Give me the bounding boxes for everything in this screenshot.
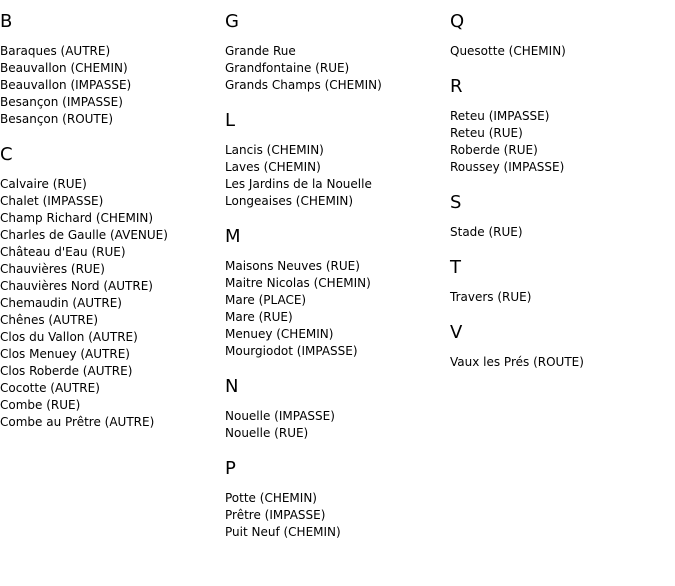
letter-heading: L — [225, 110, 236, 131]
street-link[interactable]: Stade (RUE) — [450, 225, 523, 239]
street-link[interactable]: Chênes (AUTRE) — [0, 313, 99, 327]
street-list — [450, 108, 672, 176]
street-list — [450, 224, 672, 241]
letter-group-c — [0, 143, 222, 431]
street-link[interactable]: Les Jardins de la Nouelle — [225, 177, 372, 191]
street-link[interactable]: Clos Menuey (AUTRE) — [0, 347, 130, 361]
letter-heading: G — [225, 11, 239, 32]
street-link[interactable]: Menuey (CHEMIN) — [225, 327, 334, 341]
street-link[interactable]: Château d'Eau (RUE) — [0, 245, 126, 259]
street-list — [225, 142, 447, 210]
street-link[interactable]: Beauvallon (IMPASSE) — [0, 78, 132, 92]
street-link[interactable]: Quesotte (CHEMIN) — [450, 44, 566, 58]
street-list — [450, 43, 672, 60]
street-link[interactable]: Potte (CHEMIN) — [225, 491, 317, 505]
letter-heading: B — [0, 11, 13, 32]
letter-group-m — [225, 225, 447, 360]
street-link[interactable]: Calvaire (RUE) — [0, 177, 87, 191]
letter-heading: N — [225, 376, 239, 397]
letter-heading: M — [225, 226, 241, 247]
street-link[interactable]: Grands Champs (CHEMIN) — [225, 78, 382, 92]
street-list — [450, 289, 672, 306]
letter-group-l — [225, 109, 447, 210]
street-link[interactable]: Besançon (ROUTE) — [0, 112, 114, 126]
street-index-column — [0, 10, 222, 431]
street-link[interactable]: Combe au Prêtre (AUTRE) — [0, 415, 155, 429]
street-link[interactable]: Nouelle (RUE) — [225, 426, 309, 440]
letter-group-n — [225, 375, 447, 442]
letter-group-v — [450, 321, 672, 371]
street-link[interactable]: Reteu (IMPASSE) — [450, 109, 550, 123]
street-link[interactable]: Grande Rue — [225, 44, 296, 58]
street-list — [0, 176, 222, 431]
street-link[interactable]: Laves (CHEMIN) — [225, 160, 321, 174]
street-list — [0, 43, 222, 128]
street-list — [225, 490, 447, 541]
letter-group-r — [450, 75, 672, 176]
street-link[interactable]: Nouelle (IMPASSE) — [225, 409, 335, 423]
street-link[interactable]: Lancis (CHEMIN) — [225, 143, 324, 157]
street-link[interactable]: Clos Roberde (AUTRE) — [0, 364, 133, 378]
street-link[interactable]: Travers (RUE) — [450, 290, 532, 304]
street-index-column — [450, 10, 672, 371]
letter-group-p — [225, 457, 447, 541]
street-link[interactable]: Chauvières (RUE) — [0, 262, 105, 276]
street-link[interactable]: Besançon (IMPASSE) — [0, 95, 123, 109]
letter-heading: V — [450, 322, 463, 343]
street-link[interactable]: Chauvières Nord (AUTRE) — [0, 279, 153, 293]
street-link[interactable]: Puit Neuf (CHEMIN) — [225, 525, 341, 539]
street-list — [450, 354, 672, 371]
street-link[interactable]: Baraques (AUTRE) — [0, 44, 111, 58]
street-list — [225, 408, 447, 442]
letter-heading: Q — [450, 11, 465, 32]
street-link[interactable]: Mare (RUE) — [225, 310, 293, 324]
street-index-column — [225, 10, 447, 541]
letter-heading: T — [450, 257, 461, 278]
street-list — [225, 43, 447, 94]
street-link[interactable]: Roberde (RUE) — [450, 143, 538, 157]
street-link[interactable]: Reteu (RUE) — [450, 126, 523, 140]
letter-heading: C — [0, 144, 13, 165]
street-link[interactable]: Mourgiodot (IMPASSE) — [225, 344, 358, 358]
letter-heading: S — [450, 192, 462, 213]
street-link[interactable]: Roussey (IMPASSE) — [450, 160, 565, 174]
letter-heading: P — [225, 458, 236, 479]
letter-heading: R — [450, 76, 463, 97]
street-link[interactable]: Mare (PLACE) — [225, 293, 307, 307]
letter-group-s — [450, 191, 672, 241]
letter-group-b — [0, 10, 222, 128]
street-link[interactable]: Chemaudin (AUTRE) — [0, 296, 122, 310]
street-link[interactable]: Grandfontaine (RUE) — [225, 61, 350, 75]
street-link[interactable]: Maisons Neuves (RUE) — [225, 259, 360, 273]
street-link[interactable]: Charles de Gaulle (AVENUE) — [0, 228, 168, 242]
street-link[interactable]: Clos du Vallon (AUTRE) — [0, 330, 138, 344]
street-link[interactable]: Longeaises (CHEMIN) — [225, 194, 354, 208]
street-link[interactable]: Prêtre (IMPASSE) — [225, 508, 326, 522]
letter-group-t — [450, 256, 672, 306]
street-link[interactable]: Champ Richard (CHEMIN) — [0, 211, 154, 225]
street-link[interactable]: Beauvallon (CHEMIN) — [0, 61, 128, 75]
street-link[interactable]: Maitre Nicolas (CHEMIN) — [225, 276, 371, 290]
street-link[interactable]: Combe (RUE) — [0, 398, 81, 412]
street-link[interactable]: Vaux les Prés (ROUTE) — [450, 355, 584, 369]
letter-group-q — [450, 10, 672, 60]
street-link[interactable]: Chalet (IMPASSE) — [0, 194, 104, 208]
street-list — [225, 258, 447, 360]
street-link[interactable]: Cocotte (AUTRE) — [0, 381, 100, 395]
letter-group-g — [225, 10, 447, 94]
